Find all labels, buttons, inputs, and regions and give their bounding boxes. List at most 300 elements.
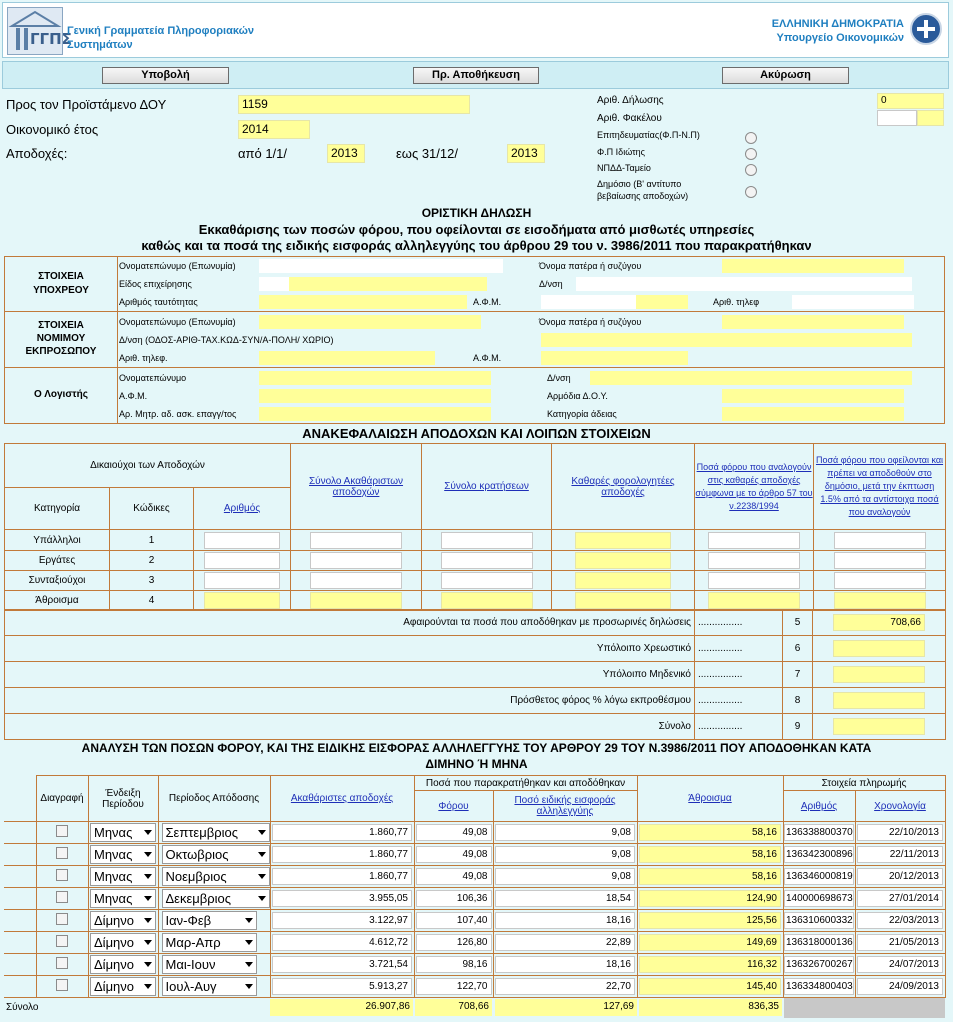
acc-address-label: Δ/νση <box>547 373 571 383</box>
solidarity-field[interactable]: 18,54 <box>495 890 635 907</box>
chevron-down-icon <box>144 896 152 901</box>
col-category-header: Κατηγορία <box>5 488 110 530</box>
obligor-business-field[interactable] <box>259 277 289 291</box>
period-type-select[interactable] <box>90 867 156 886</box>
period-type-select[interactable] <box>90 889 156 908</box>
row-category: Άθροισμα <box>5 591 110 611</box>
gross-field[interactable]: 1.860,77 <box>272 824 412 841</box>
solidarity-field[interactable]: 22,89 <box>495 934 635 951</box>
payment-row <box>4 866 945 888</box>
rep-heading <box>5 312 118 367</box>
chevron-down-icon <box>144 984 152 989</box>
delete-cell <box>36 866 88 888</box>
payment-date-field[interactable]: 24/09/2013 <box>857 978 943 995</box>
tax-field[interactable]: 49,08 <box>416 868 492 885</box>
col-sum-header <box>637 776 783 822</box>
sum-field[interactable]: 125,56 <box>639 912 781 929</box>
period-type-select[interactable] <box>90 911 156 930</box>
number-field[interactable] <box>204 552 280 569</box>
balance-value-field[interactable] <box>833 718 925 735</box>
obligor-address-field[interactable] <box>576 277 912 291</box>
obligor-heading <box>5 257 118 311</box>
payment-row <box>4 910 945 932</box>
col-net-header <box>552 444 695 530</box>
summary-row <box>5 571 946 591</box>
form-subtitle-2: καθώς και τα ποσά της ειδικής εισφοράς αλληλεγγύης του άρθρου 29 του ν. 3986/2011 που παρακρατήθηκαν <box>141 238 812 253</box>
rep-father-label: Όνομα πατέρα ή συζύγου <box>539 317 642 327</box>
payment-number-field[interactable]: 136334800403 <box>784 978 854 995</box>
period-cell <box>158 910 270 932</box>
balance-table <box>4 609 946 740</box>
form-subtitle-1: Εκκαθάρισης των ποσών φόρου, που οφείλονται σε εισοδήματα από μισθωτές υπηρεσίες <box>198 222 755 237</box>
col-tax-header <box>414 791 493 822</box>
period-type-value: Μηνας <box>94 891 133 906</box>
obligor-id-label: Αριθμός ταυτότητας <box>119 297 198 307</box>
tax-due-field[interactable] <box>708 572 800 589</box>
obligor-business-label: Είδος επιχείρησης <box>119 279 192 289</box>
delete-cell <box>36 954 88 976</box>
payment-number-field[interactable]: 136342300896 <box>784 846 854 863</box>
sum-field[interactable]: 124,90 <box>639 890 781 907</box>
period-type-select[interactable] <box>90 977 156 996</box>
row-category: Συνταξιούχοι <box>5 571 110 591</box>
balance-label: Σύνολο <box>5 714 695 740</box>
radio-label-public-entity: ΝΠΔΔ-Ταμείο <box>597 163 651 173</box>
col-tax-due-header <box>695 444 814 530</box>
period-select[interactable] <box>162 977 257 996</box>
acc-doy-label: Αρμόδια Δ.Ο.Υ. <box>547 391 608 401</box>
delete-checkbox[interactable] <box>56 825 68 837</box>
balance-dots: ................ <box>695 688 783 714</box>
delete-cell <box>36 976 88 998</box>
fiscal-year-field[interactable]: 2014 <box>238 120 310 139</box>
col-tax-owed-header <box>814 444 946 530</box>
net-field[interactable] <box>575 592 671 609</box>
summary-title: ΑΝΑΚΕΦΑΛΑΙΩΣΗ ΑΠΟΔΟΧΩΝ ΚΑΙ ΛΟΙΠΩΝ ΣΤΟΙΧΕΙΩΝ <box>302 426 651 441</box>
col-pay-date-link[interactable]: Χρονολογία <box>874 800 926 812</box>
col-tax-owed-link[interactable]: Ποσά φόρου που οφείλονται και πρέπει να αποδοθούν στο δημόσιο, μετά την έκπτωση 1.5% από τα αντίστοιχα ποσά που αναλογούν <box>815 455 944 517</box>
toolbar <box>2 61 949 89</box>
period-type-select[interactable] <box>90 955 156 974</box>
balance-label: Υπόλοιπο Μηδενικό <box>5 662 695 688</box>
beneficiaries-header: Δικαιούχοι των Αποδοχών <box>5 444 291 488</box>
col-gross-link[interactable]: Σύνολο Ακαθάριστων αποδοχών <box>309 475 404 498</box>
sum-field[interactable]: 58,16 <box>639 868 781 885</box>
period-select[interactable] <box>162 823 270 842</box>
period-select[interactable] <box>162 867 270 886</box>
chevron-down-icon <box>144 830 152 835</box>
declaration-no-field[interactable]: 0 <box>877 93 944 109</box>
acc-afm-label: Α.Φ.Μ. <box>119 391 148 401</box>
chevron-down-icon <box>245 984 253 989</box>
summary-table <box>4 443 946 611</box>
payment-date-field[interactable]: 22/03/2013 <box>857 912 943 929</box>
rep-heading-2: ΝΟΜΙΜΟΥ <box>36 333 86 344</box>
tax-owed-field[interactable] <box>834 592 926 609</box>
delete-checkbox[interactable] <box>56 891 68 903</box>
tax-due-field[interactable] <box>708 552 800 569</box>
balance-dots: ................ <box>695 662 783 688</box>
tax-owed-field[interactable] <box>834 552 926 569</box>
period-cell <box>158 954 270 976</box>
deductions-field[interactable] <box>441 572 533 589</box>
tax-owed-field[interactable] <box>834 532 926 549</box>
total-solidarity-field[interactable]: 127,69 <box>495 999 637 1016</box>
declaration-no-label: Αριθ. Δήλωσης <box>597 95 664 106</box>
tax-field[interactable]: 49,08 <box>416 846 492 863</box>
payment-row <box>4 976 945 998</box>
acc-name-field[interactable] <box>259 371 491 385</box>
col-pay-number-header <box>783 791 855 822</box>
period-select[interactable] <box>162 955 257 974</box>
payment-number-field[interactable]: 140000698673 <box>784 890 854 907</box>
balance-row <box>5 714 946 740</box>
delete-cell <box>36 932 88 954</box>
representative-section <box>4 312 945 368</box>
col-delete-header: Διαγραφή <box>36 776 88 822</box>
deductions-field[interactable] <box>441 532 533 549</box>
obligor-father-field[interactable] <box>722 259 904 273</box>
chevron-down-icon <box>245 962 253 967</box>
period-select[interactable] <box>162 933 257 952</box>
rep-afm-field[interactable] <box>541 351 688 365</box>
balance-code: 9 <box>783 714 813 740</box>
radio-state[interactable] <box>745 186 757 198</box>
payment-group-header: Στοιχεία πληρωμής <box>783 776 945 791</box>
rep-name-field[interactable] <box>259 315 481 329</box>
from-year-field[interactable]: 2013 <box>327 144 365 163</box>
obligor-name-label: Ονοματεπώνυμο (Επωνυμία) <box>119 261 236 271</box>
payment-date-field[interactable]: 21/05/2013 <box>857 934 943 951</box>
payment-date-field[interactable]: 22/10/2013 <box>857 824 943 841</box>
tax-field[interactable]: 107,40 <box>416 912 492 929</box>
balance-code: 6 <box>783 636 813 662</box>
col-number-header <box>194 488 291 530</box>
period-value: Σεπτεμβριος <box>165 825 238 840</box>
period-cell <box>158 932 270 954</box>
obligor-afm-field[interactable] <box>541 295 636 309</box>
sum-field[interactable]: 149,69 <box>639 934 781 951</box>
chevron-down-icon <box>144 918 152 923</box>
ggps-logo <box>7 7 72 55</box>
to-doy-field[interactable]: 1159 <box>238 95 470 114</box>
tax-field[interactable]: 126,80 <box>416 934 492 951</box>
period-cell <box>158 844 270 866</box>
col-number-link[interactable]: Αριθμός <box>223 503 261 514</box>
org-name-line1: Γενική Γραμματεία Πληροφοριακών <box>67 25 255 37</box>
col-pay-date-header <box>855 791 945 822</box>
col-tax-due-link[interactable]: Ποσά φόρου που αναλογούν στις καθαρές αποδοχές σύμφωνα με το άρθρο 57 του ν.2238/1994 <box>695 461 813 511</box>
period-type-cell <box>88 932 158 954</box>
balance-row <box>5 610 946 636</box>
balance-value-field[interactable] <box>833 692 925 709</box>
rep-heading-1: ΣΤΟΙΧΕΙΑ <box>38 320 84 331</box>
solidarity-field[interactable]: 9,08 <box>495 846 635 863</box>
col-period-type-header: Ένδειξη Περίοδου <box>88 776 158 822</box>
balance-code: 7 <box>783 662 813 688</box>
analysis-total-label: Σύνολο <box>6 1002 39 1013</box>
gross-field[interactable] <box>310 592 402 609</box>
obligor-phone-label: Αριθ. τηλεφ <box>713 297 760 307</box>
radio-label-state-line2: βεβαίωσης αποδοχών) <box>597 191 689 201</box>
rep-heading-3: ΕΚΠΡΟΣΩΠΟΥ <box>25 346 97 357</box>
rep-phone-field[interactable] <box>259 351 435 365</box>
acc-reg-field[interactable] <box>259 407 491 421</box>
withheld-group-header: Ποσά που παρακρατήθηκαν και αποδόθηκαν <box>414 776 637 791</box>
balance-dots: ................ <box>695 714 783 740</box>
analysis-title-1: ΑΝΑΛΥΣΗ ΤΩΝ ΠΟΣΩΝ ΦΟΡΟΥ, ΚΑΙ ΤΗΣ ΕΙΔΙΚΗΣ ΕΙΣΦΟΡΑΣ ΑΛΛΗΛΕΓΓΥΗΣ ΤΟΥ ΑΡΘΡΟΥ 29 ΤΟΥ Ν.3986/2011 ΠΟΥ ΑΠΟΔΟΘΗΚΑΝ ΚΑΤΑ <box>81 741 872 755</box>
balance-dots: ................ <box>695 610 783 636</box>
solidarity-field[interactable]: 9,08 <box>495 868 635 885</box>
obligor-afm-label: Α.Φ.Μ. <box>473 297 502 307</box>
analysis-table <box>4 775 946 998</box>
obligor-business-field-2[interactable] <box>289 277 487 291</box>
period-type-value: Δίμηνο <box>94 979 135 994</box>
net-field[interactable] <box>575 552 671 569</box>
to-doy-label: Προς τον Προϊστάμενο ΔΟΥ <box>6 97 167 112</box>
solidarity-field[interactable]: 18,16 <box>495 956 635 973</box>
balance-value-field[interactable]: 708,66 <box>833 614 925 631</box>
radio-label-state-line1: Δημόσιο (Β' αντίτυπο <box>597 179 682 189</box>
acc-afm-field[interactable] <box>259 389 491 403</box>
solidarity-field[interactable]: 22,70 <box>495 978 635 995</box>
col-tax-link[interactable]: Φόρου <box>438 800 469 812</box>
draft-save-button[interactable]: Πρ. Αποθήκευση <box>413 67 539 84</box>
accountant-heading-text: Ο Λογιστής <box>34 389 88 400</box>
file-no-field[interactable] <box>877 110 917 126</box>
gross-field[interactable]: 3.721,54 <box>272 956 412 973</box>
total-sum-field[interactable]: 836,35 <box>639 999 782 1016</box>
period-select[interactable] <box>162 845 270 864</box>
row-code: 4 <box>110 591 194 611</box>
sum-field[interactable]: 58,16 <box>639 846 781 863</box>
row-category: Υπάλληλοι <box>5 530 110 551</box>
period-cell <box>158 976 270 998</box>
fiscal-year-label: Οικονομικό έτος <box>6 122 99 137</box>
period-type-cell <box>88 844 158 866</box>
total-gross-field[interactable]: 26.907,86 <box>270 999 413 1016</box>
state-name-line1: ΕΛΛΗΝΙΚΗ ΔΗΜΟΚΡΑΤΙΑ <box>771 18 904 30</box>
acc-address-field[interactable] <box>590 371 912 385</box>
col-sum-link[interactable]: Άθροισμα <box>688 793 732 804</box>
period-type-select[interactable] <box>90 845 156 864</box>
col-gross-link[interactable]: Ακαθάριστες αποδοχές <box>290 793 394 804</box>
period-cell <box>158 888 270 910</box>
chevron-down-icon <box>144 852 152 857</box>
chevron-down-icon <box>258 830 266 835</box>
balance-row <box>5 636 946 662</box>
radio-private[interactable] <box>745 148 757 160</box>
radio-business[interactable] <box>745 132 757 144</box>
sum-field[interactable]: 116,32 <box>639 956 781 973</box>
obligor-afm-field-2[interactable] <box>636 295 688 309</box>
period-type-value: Μηνας <box>94 869 133 884</box>
balance-value-field[interactable] <box>833 666 925 683</box>
payment-number-field[interactable]: 136318000136 <box>784 934 854 951</box>
period-type-cell <box>88 822 158 844</box>
tax-due-field[interactable] <box>708 592 800 609</box>
rep-father-field[interactable] <box>722 315 904 329</box>
obligor-id-field[interactable] <box>259 295 467 309</box>
payment-date-field[interactable]: 27/01/2014 <box>857 890 943 907</box>
balance-code: 8 <box>783 688 813 714</box>
rep-name-label: Ονοματεπώνυμο (Επωνυμία) <box>119 317 236 327</box>
row-category: Εργάτες <box>5 551 110 571</box>
period-type-value: Μηνας <box>94 847 133 862</box>
number-field[interactable] <box>204 592 280 609</box>
payment-number-field[interactable]: 136338800370 <box>784 824 854 841</box>
period-type-value: Δίμηνο <box>94 957 135 972</box>
rep-afm-label: Α.Φ.Μ. <box>473 353 502 363</box>
sum-field[interactable]: 58,16 <box>639 824 781 841</box>
payment-row <box>4 888 945 910</box>
col-net-link[interactable]: Καθαρές φορολογητέες αποδοχές <box>571 475 675 498</box>
chevron-down-icon <box>258 852 266 857</box>
period-select[interactable] <box>162 911 257 930</box>
delete-checkbox[interactable] <box>56 935 68 947</box>
accountant-heading <box>5 368 118 423</box>
payment-date-field[interactable]: 24/07/2013 <box>857 956 943 973</box>
total-payment-filler <box>784 998 945 1018</box>
greek-emblem-icon <box>910 13 942 45</box>
period-type-select[interactable] <box>90 933 156 952</box>
period-value: Νοεμβριος <box>165 869 227 884</box>
gross-field[interactable]: 5.913,27 <box>272 978 412 995</box>
period-select[interactable] <box>162 889 270 908</box>
summary-row <box>5 551 946 571</box>
delete-checkbox[interactable] <box>56 847 68 859</box>
gross-field[interactable]: 1.860,77 <box>272 846 412 863</box>
gross-field[interactable]: 3.122,97 <box>272 912 412 929</box>
delete-cell <box>36 888 88 910</box>
col-deductions-link[interactable]: Σύνολο κρατήσεων <box>444 481 529 492</box>
row-code: 2 <box>110 551 194 571</box>
period-type-value: Δίμηνο <box>94 935 135 950</box>
solidarity-field[interactable]: 18,16 <box>495 912 635 929</box>
acc-license-field[interactable] <box>722 407 904 421</box>
file-no-field-2[interactable] <box>917 110 944 126</box>
rep-phone-label: Αριθ. τηλεφ. <box>119 353 168 363</box>
period-type-value: Δίμηνο <box>94 913 135 928</box>
payment-number-field[interactable]: 136326700267 <box>784 956 854 973</box>
row-code: 3 <box>110 571 194 591</box>
rep-address-field[interactable] <box>541 333 912 347</box>
tax-owed-field[interactable] <box>834 572 926 589</box>
acc-name-label: Ονοματεπώνυμο <box>119 373 187 383</box>
payment-date-field[interactable]: 20/12/2013 <box>857 868 943 885</box>
total-tax-field[interactable]: 708,66 <box>415 999 492 1016</box>
delete-checkbox[interactable] <box>56 957 68 969</box>
payment-date-field[interactable]: 22/11/2013 <box>857 846 943 863</box>
period-type-value: Μηνας <box>94 825 133 840</box>
chevron-down-icon <box>245 918 253 923</box>
org-name-line2: Συστημάτων <box>67 39 133 51</box>
number-field[interactable] <box>204 532 280 549</box>
delete-cell <box>36 844 88 866</box>
to-year-field[interactable]: 2013 <box>507 144 545 163</box>
acc-doy-field[interactable] <box>722 389 904 403</box>
chevron-down-icon <box>144 940 152 945</box>
sum-field[interactable]: 145,40 <box>639 978 781 995</box>
deductions-field[interactable] <box>441 552 533 569</box>
radio-public-entity[interactable] <box>745 164 757 176</box>
obligor-section <box>4 256 945 312</box>
period-value: Μαι-Ιουν <box>165 957 216 972</box>
balance-row <box>5 662 946 688</box>
gross-field[interactable]: 4.612,72 <box>272 934 412 951</box>
number-field[interactable] <box>204 572 280 589</box>
balance-value-field[interactable] <box>833 640 925 657</box>
accountant-section <box>4 368 945 424</box>
balance-label: Πρόσθετος φόρος % λόγω εκπροθέσμου <box>5 688 695 714</box>
delete-checkbox[interactable] <box>56 869 68 881</box>
col-deductions-header <box>422 444 552 530</box>
period-value: Δεκεμβριος <box>165 891 232 906</box>
chevron-down-icon <box>258 896 266 901</box>
col-solidarity-link[interactable]: Ποσό ειδικής εισφοράς αλληλεγγύης <box>514 795 616 817</box>
balance-dots: ................ <box>695 636 783 662</box>
chevron-down-icon <box>144 962 152 967</box>
payment-row <box>4 932 945 954</box>
solidarity-field[interactable]: 9,08 <box>495 824 635 841</box>
period-type-cell <box>88 910 158 932</box>
payment-number-field[interactable]: 136310600332 <box>784 912 854 929</box>
net-field[interactable] <box>575 532 671 549</box>
logo-text: ΓΓΠΣ <box>30 30 72 48</box>
gross-field[interactable] <box>310 552 402 569</box>
period-type-cell <box>88 888 158 910</box>
col-codes-header: Κώδικες <box>110 488 194 530</box>
payment-row <box>4 822 945 844</box>
net-field[interactable] <box>575 572 671 589</box>
cancel-button[interactable]: Ακύρωση <box>722 67 849 84</box>
gross-field[interactable]: 3.955,05 <box>272 890 412 907</box>
chevron-down-icon <box>245 940 253 945</box>
delete-checkbox[interactable] <box>56 979 68 991</box>
period-cell <box>158 822 270 844</box>
obligor-phone-field[interactable] <box>792 295 914 309</box>
obligor-address-label: Δ/νση <box>539 279 563 289</box>
period-type-select[interactable] <box>90 823 156 842</box>
gross-field[interactable] <box>310 572 402 589</box>
col-pay-number-link[interactable]: Αριθμός <box>800 800 838 812</box>
payment-row <box>4 844 945 866</box>
obligor-name-field[interactable] <box>259 259 503 273</box>
file-no-label: Αριθ. Φακέλου <box>597 113 662 124</box>
chevron-down-icon <box>258 874 266 879</box>
payment-number-field[interactable]: 136346000819 <box>784 868 854 885</box>
radio-label-business: Επιτηδευματίας(Φ.Π-Ν.Π) <box>597 130 700 140</box>
tax-field[interactable]: 122,70 <box>416 978 492 995</box>
col-period-header: Περίοδος Απόδοσης <box>158 776 270 822</box>
tax-due-field[interactable] <box>708 532 800 549</box>
gross-field[interactable]: 1.860,77 <box>272 868 412 885</box>
gross-field[interactable] <box>310 532 402 549</box>
period-value: Ιουλ-Αυγ <box>165 979 217 994</box>
tax-field[interactable]: 98,16 <box>416 956 492 973</box>
balance-label: Αφαιρούνται τα ποσά που αποδόθηκαν με προσωρινές δηλώσεις <box>5 610 695 636</box>
tax-field[interactable]: 106,36 <box>416 890 492 907</box>
submit-button[interactable]: Υποβολή <box>102 67 229 84</box>
delete-cell <box>36 822 88 844</box>
form-title: ΟΡΙΣΤΙΚΗ ΔΗΛΩΣΗ <box>421 206 532 220</box>
summary-row <box>5 591 946 611</box>
obligor-heading-2: ΥΠΟΧΡΕΟΥ <box>33 285 89 296</box>
tax-field[interactable]: 49,08 <box>416 824 492 841</box>
deductions-field[interactable] <box>441 592 533 609</box>
period-type-cell <box>88 866 158 888</box>
delete-checkbox[interactable] <box>56 913 68 925</box>
